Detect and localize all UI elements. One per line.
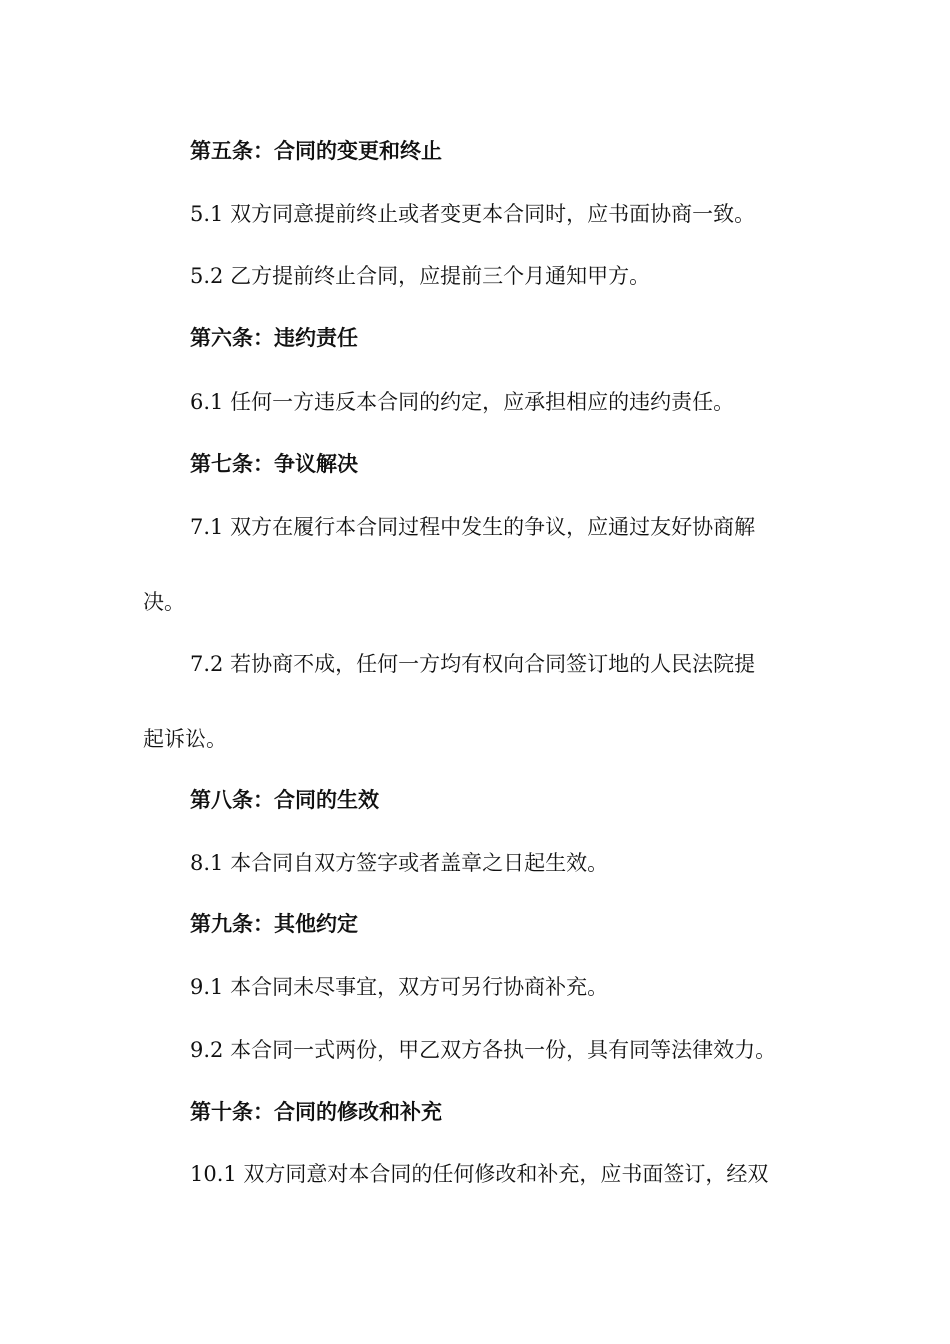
- article-6-heading: 第六条：违约责任: [190, 326, 358, 350]
- clause-6-1: 6.1 任何一方违反本合同的约定，应承担相应的违约责任。: [190, 390, 735, 414]
- clause-7-1-line-2: 决。: [143, 590, 185, 614]
- clause-8-1: 8.1 本合同自双方签字或者盖章之日起生效。: [190, 851, 609, 875]
- article-5-heading: 第五条：合同的变更和终止: [190, 139, 442, 163]
- article-10-heading: 第十条：合同的修改和补充: [190, 1100, 442, 1124]
- clause-7-2-line-2: 起诉讼。: [143, 727, 227, 751]
- article-8-heading: 第八条：合同的生效: [190, 788, 379, 812]
- article-9-heading: 第九条：其他约定: [190, 912, 358, 936]
- clause-5-1: 5.1 双方同意提前终止或者变更本合同时，应书面协商一致。: [190, 202, 756, 226]
- clause-7-1-line-1: 7.1 双方在履行本合同过程中发生的争议，应通过友好协商解: [190, 515, 756, 539]
- clause-9-2: 9.2 本合同一式两份，甲乙双方各执一份，具有同等法律效力。: [190, 1038, 777, 1062]
- clause-9-1: 9.1 本合同未尽事宜，双方可另行协商补充。: [190, 975, 609, 999]
- clause-7-2-line-1: 7.2 若协商不成，任何一方均有权向合同签订地的人民法院提: [190, 652, 756, 676]
- article-7-heading: 第七条：争议解决: [190, 452, 358, 476]
- clause-5-2: 5.2 乙方提前终止合同，应提前三个月通知甲方。: [190, 264, 651, 288]
- clause-10-1-line-1: 10.1 双方同意对本合同的任何修改和补充，应书面签订，经双: [190, 1162, 769, 1186]
